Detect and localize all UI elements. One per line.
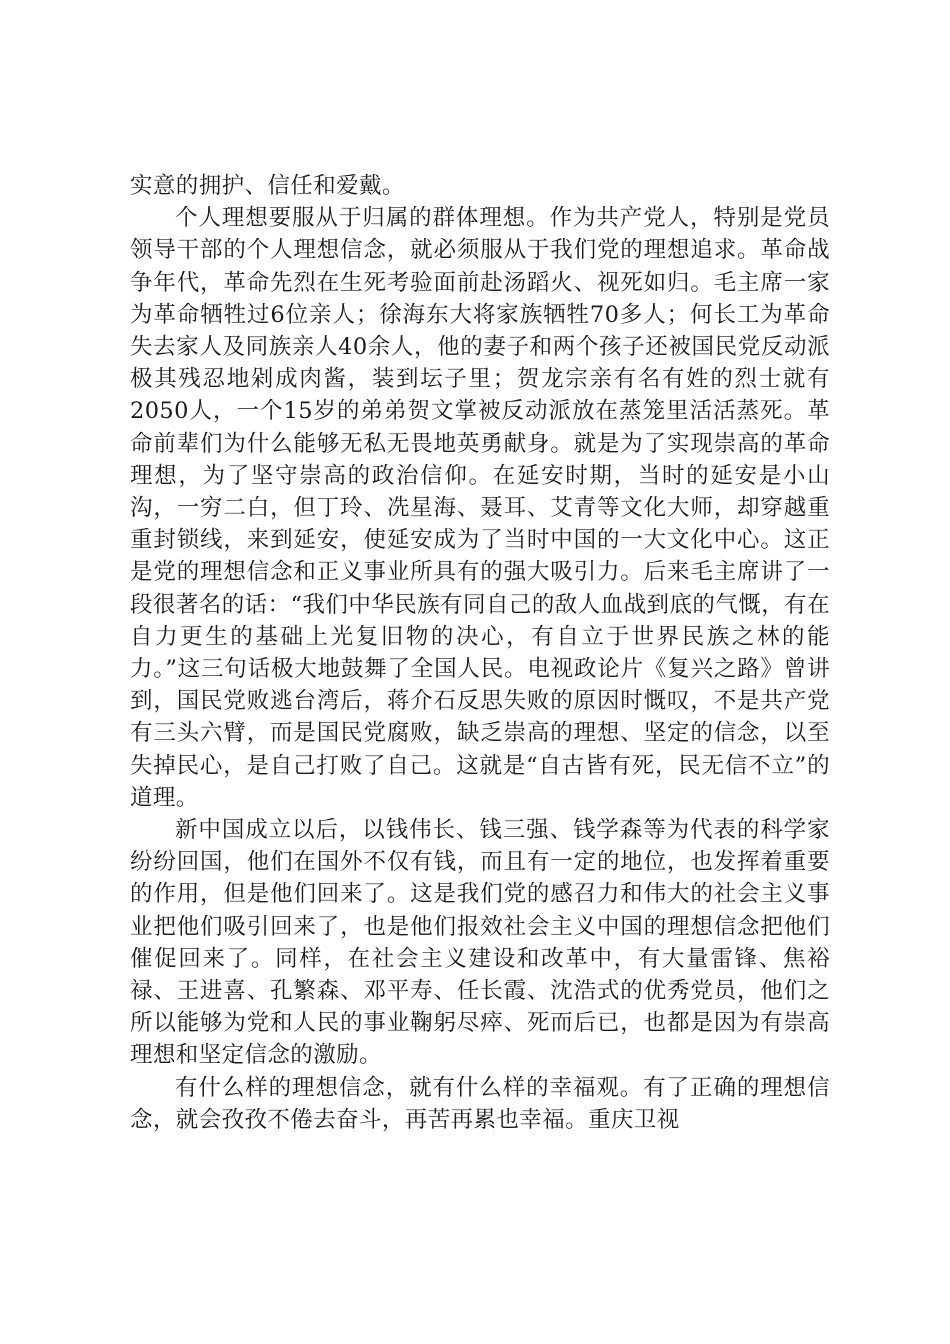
paragraph-new-china: 新中国成立以后，以钱伟长、钱三强、钱学森等为代表的科学家纷纷回国，他们在国外不仅有钱，而且有一定的地位，也发挥着重要的作用，但是他们回来了。这是我们党的感召力和伟大的社会主义事业把他们吸引回来了，也是他们报效社会主义中国的理想信念把他们催促回来了。同样，在社会主义建设和改革中，有大量雷锋、焦裕禄、王进喜、孔繁森、邓平寿、任长霞、沈浩式的优秀党员，他们之所以能够为党和人民的事业鞠躬尽瘁、死而后已，也都是因为有崇高理想和坚定信念的激励。 <box>130 817 830 1069</box>
paragraph-group-ideal: 个人理想要服从于归属的群体理想。作为共产党人，特别是党员领导干部的个人理想信念，就必须服从于我们党的理想追求。革命战争年代，革命先烈在生死考验面前赴汤蹈火、视死如归。毛主席一家为革命牺牲过6位亲人；徐海东大将家族牺牲70多人；何长工为革命失去家人及同族亲人40余人，他的妻子和两个孩子还被国民党反动派极其残忍地剁成肉酱，装到坛子里；贺龙宗亲有名有姓的烈士就有2050人，一个15岁的弟弟贺文掌被反动派放在蒸笼里活活蒸死。革命前辈们为什么能够无私无畏地英勇献身。就是为了实现崇高的革命理想，为了坚守崇高的政治信仰。在延安时期，当时的延安是小山沟，一穷二白，但丁玲、冼星海、聂耳、艾青等文化大师，却穿越重重封锁线，来到延安，使延安成为了当时中国的一大文化中心。这正是党的理想信念和正义事业所具有的强大吸引力。后来毛主席讲了一段很著名的话：“我们中华民族有同自己的敌人血战到底的气慨，有在自力更生的基础上光复旧物的决心，有自立于世界民族之林的能力。”这三句话极大地鼓舞了全国人民。电视政论片《复兴之路》曾讲到，国民党败逃台湾后，蒋介石反思失败的原因时慨叹，不是共产党有三头六臂，而是国民党腐败，缺乏崇高的理想、坚定的信念，以至失掉民心，是自己打败了自己。这就是“自古皆有死，民无信不立”的道理。 <box>130 205 830 811</box>
paragraph-happiness: 有什么样的理想信念，就有什么样的幸福观。有了正确的理想信念，就会孜孜不倦去奋斗，再苦再累也幸福。重庆卫视 <box>130 1074 830 1133</box>
document-body <box>130 170 830 1136</box>
paragraph-continuation: 实意的拥护、信任和爱戴。 <box>130 173 405 199</box>
